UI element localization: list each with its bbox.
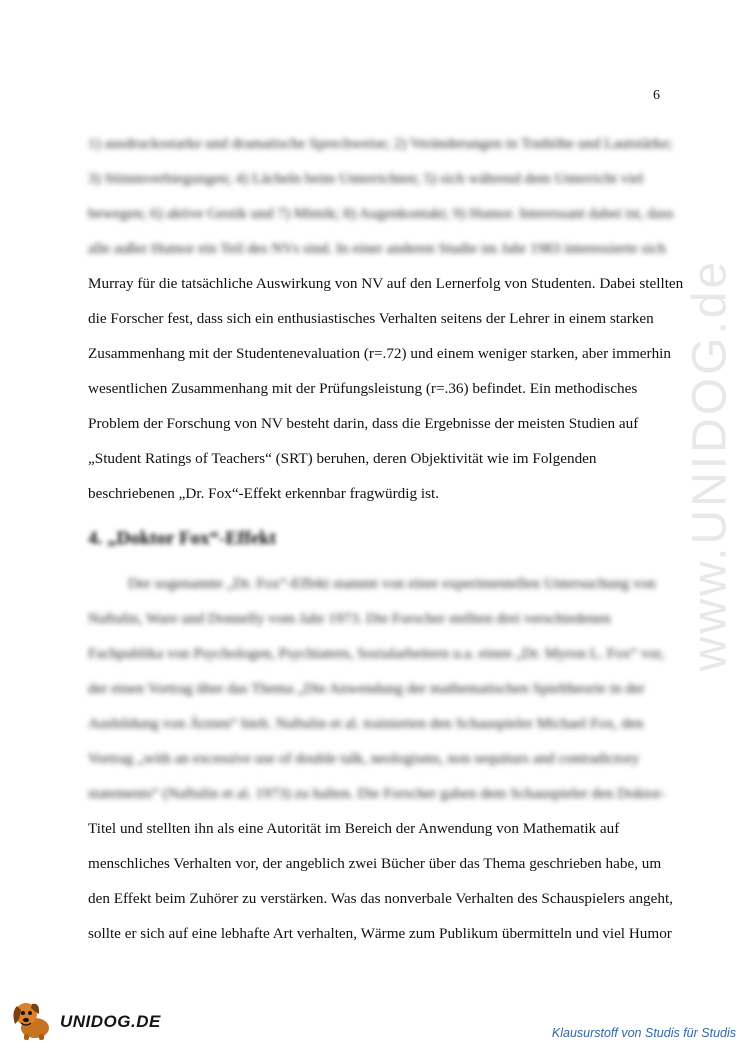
unidog-logo[interactable] — [8, 994, 178, 1046]
blurred-text-line: statements“ (Naftulin et al. 1973) zu halten. Die Forscher gaben dem Schauspieler den Doktor- — [88, 785, 666, 802]
blurred-text-line: alle außer Humor ein Teil des NVs sind. In einer anderen Studie im Jahr 1983 interessierte sich — [88, 240, 666, 257]
text-line: Zusammenhang mit der Studentenevaluation (r=.72) und einem weniger starken, aber immerhin — [88, 345, 671, 362]
footer-tagline: Klausurstoff von Studis für Studis — [551, 1026, 736, 1040]
text-line: die Forscher fest, dass sich ein enthusiastisches Verhalten seitens der Lehrer in einem starken — [88, 310, 654, 327]
section-heading: 4. „Doktor Fox“-Effekt — [88, 528, 277, 549]
blurred-text-line: Ausbildung von Ärzten“ hielt. Naftulin et al. trainierten den Schauspieler Michael Fox, den — [88, 715, 644, 732]
page-number: 6 — [653, 88, 660, 103]
text-line: sollte er sich auf eine lebhafte Art verhalten, Wärme zum Publikum übermitteln und viel Humor — [88, 925, 672, 942]
blurred-text-line: Vortrag „with an excessive use of double talk, neologisms, non sequiturs and contradictory — [88, 750, 640, 767]
blurred-text-line: Naftulin, Ware und Donnelly vom Jahr 1973. Die Forscher stellten drei verschiedenen — [88, 610, 611, 627]
logo-text: UNIDOG.DE — [60, 1012, 161, 1031]
text-line: menschliches Verhalten vor, der angeblich zwei Bücher über das Thema geschrieben habe, um — [88, 855, 662, 872]
blurred-text-line: Fachpublika von Psychologen, Psychiatern, Sozialarbeitern u.a. einen „Dr. Myron L. Fox“ vor, — [88, 645, 665, 662]
watermark: www.UNIDOG.de — [683, 258, 737, 672]
blurred-text-line: Der sogenannte „Dr. Fox“-Effekt stammt von einer experimentellen Untersuchung von — [128, 575, 656, 592]
text-line: den Effekt beim Zuhörer zu verstärken. Was das nonverbale Verhalten des Schauspielers angeht, — [88, 890, 673, 907]
blurred-text-line: bewegen; 6) aktive Gestik und 7) Mimik; 8) Augenkontakt; 9) Humor. Interessant dabei ist, dass — [88, 205, 674, 222]
text-line: Murray für die tatsächliche Auswirkung von NV auf den Lernerfolg von Studenten. Dabei stellten — [88, 275, 684, 292]
text-line: „Student Ratings of Teachers“ (SRT) beruhen, deren Objektivität wie im Folgenden — [88, 450, 597, 467]
dog-icon — [8, 994, 58, 1044]
text-line: beschriebenen „Dr. Fox“-Effekt erkennbar fragwürdig ist. — [88, 485, 440, 502]
text-line: wesentlichen Zusammenhang mit der Prüfungsleistung (r=.36) befindet. Ein methodisches — [88, 380, 638, 397]
blurred-text-line: 1) ausdrucksstarke und dramatische Sprechweise; 2) Veränderungen in Tonhöhe und Lautstärke; — [88, 135, 673, 152]
blurred-text-line: 3) Stimmverbiegungen; 4) Lächeln beim Unterrichten; 5) sich während dem Unterricht viel — [88, 170, 644, 187]
text-line: Titel und stellten ihn als eine Autorität im Bereich der Anwendung von Mathematik auf — [88, 820, 620, 837]
blurred-text-line: der einen Vortrag über das Thema „Die Anwendung der mathematischen Spieltheorie in der — [88, 680, 645, 697]
text-line: Problem der Forschung von NV besteht darin, dass die Ergebnisse der meisten Studien auf — [88, 415, 639, 432]
